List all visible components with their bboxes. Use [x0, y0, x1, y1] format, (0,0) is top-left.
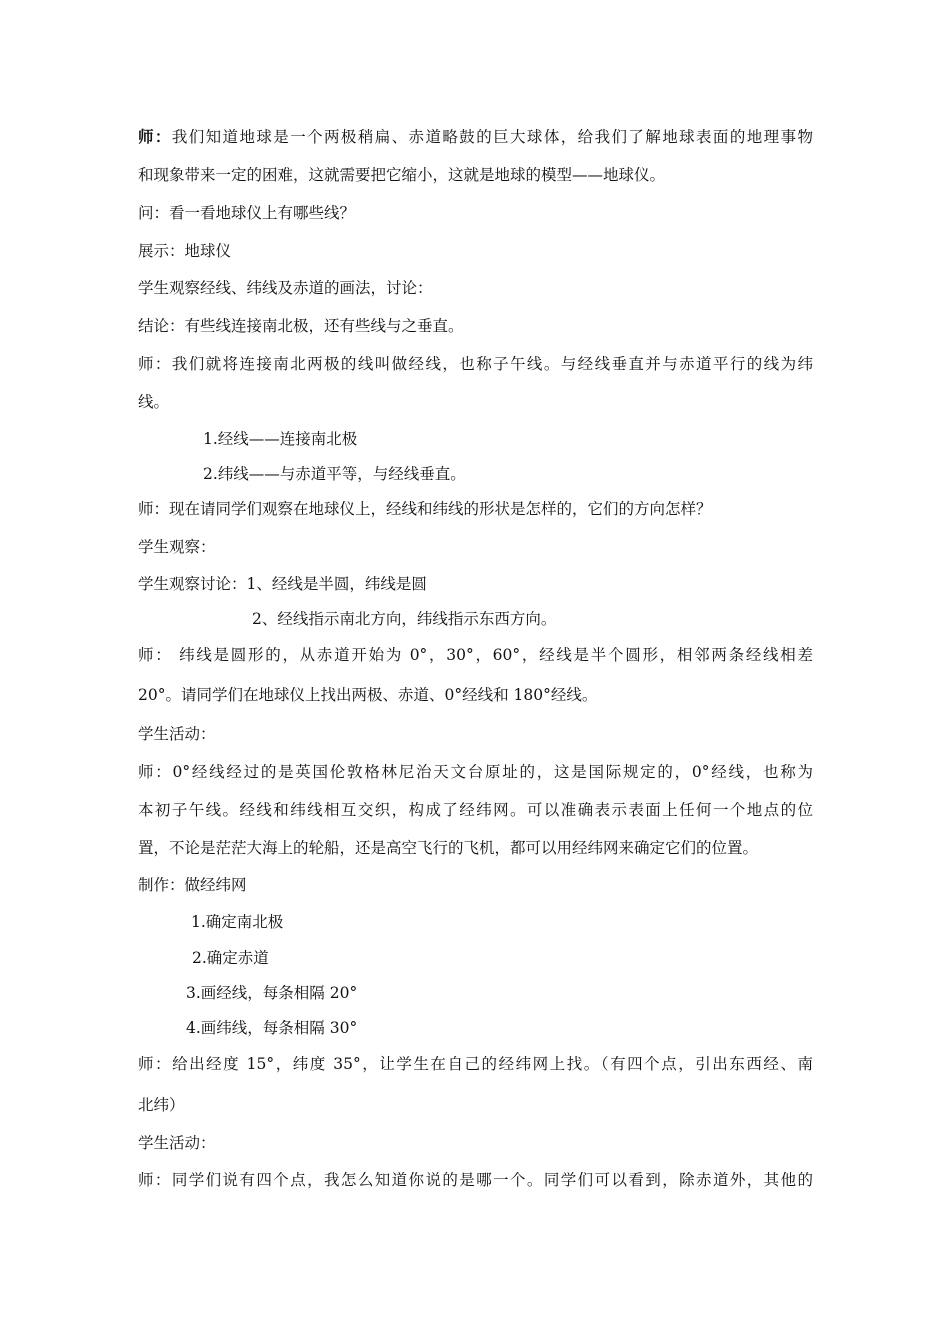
- paragraph-line: 本初子午线。经线和纬线相互交织，构成了经纬网。可以准确表示表面上任何一个地点的位: [138, 801, 813, 819]
- paragraph-line: 学生观察：: [138, 538, 216, 556]
- list-item: 3.画经线，每条相隔 20°: [186, 984, 358, 1002]
- list-item: 1.经线——连接南北极: [203, 430, 358, 448]
- paragraph-line: 师：我们就将连接南北两极的线叫做经线，也称子午线。与经线垂直并与赤道平行的线为纬: [138, 355, 813, 373]
- paragraph-line: 师：现在请同学们观察在地球仪上，经线和纬线的形状是怎样的，它们的方向怎样？: [138, 500, 712, 518]
- paragraph-line: 制作：做经纬网: [138, 876, 247, 894]
- list-item: 2、经线指示南北方向，纬线指示东西方向。: [252, 610, 557, 628]
- paragraph-line: 学生观察经线、纬线及赤道的画法，讨论：: [138, 279, 433, 297]
- paragraph-line: 北纬）: [138, 1096, 185, 1114]
- paragraph-line: 学生观察讨论：1、经线是半圆，纬线是圆: [138, 575, 427, 593]
- paragraph-line: 和现象带来一定的困难，这就需要把它缩小，这就是地球的模型——地球仪。: [138, 166, 666, 184]
- paragraph-line: 结论：有些线连接南北极，还有些线与之垂直。: [138, 317, 464, 335]
- paragraph-line: 展示：地球仪: [138, 242, 232, 260]
- list-item: 2.纬线——与赤道平等，与经线垂直。: [203, 465, 466, 483]
- paragraph-line: 学生活动：: [138, 725, 216, 743]
- paragraph-line: 问：看一看地球仪上有哪些线？: [138, 204, 356, 222]
- paragraph-line: [138, 124, 813, 150]
- line-text: 我们知道地球是一个两极稍扁、赤道略鼓的巨大球体，给我们了解地球表面的地理事物: [171, 128, 813, 146]
- speaker-label: 师：: [138, 127, 172, 146]
- list-item: 1.确定南北极: [191, 913, 284, 931]
- paragraph-line: 师：给出经度 15°，纬度 35°，让学生在自己的经纬网上找。（有四个点，引出东西经、南: [138, 1055, 813, 1073]
- list-item: 4.画纬线，每条相隔 30°: [186, 1019, 358, 1037]
- paragraph-line: 置，不论是茫茫大海上的轮船，还是高空飞行的飞机，都可以用经纬网来确定它们的位置。: [138, 839, 759, 857]
- paragraph-line: 师：0°经线经过的是英国伦敦格林尼治天文台原址的，这是国际规定的，0°经线，也称为: [138, 763, 813, 781]
- paragraph-line: 师：同学们说有四个点，我怎么知道你说的是哪一个。同学们可以看到，除赤道外，其他的: [138, 1171, 813, 1189]
- paragraph-line: 学生活动：: [138, 1134, 216, 1152]
- list-item: 2.确定赤道: [192, 949, 269, 967]
- paragraph-line: 师： 纬线是圆形的，从赤道开始为 0°，30°，60°，经线是半个圆形，相邻两条经线相差: [138, 646, 813, 664]
- paragraph-line: 线。: [138, 393, 170, 411]
- paragraph-line: 20°。请同学们在地球仪上找出两极、赤道、0°经线和 180°经线。: [138, 686, 598, 704]
